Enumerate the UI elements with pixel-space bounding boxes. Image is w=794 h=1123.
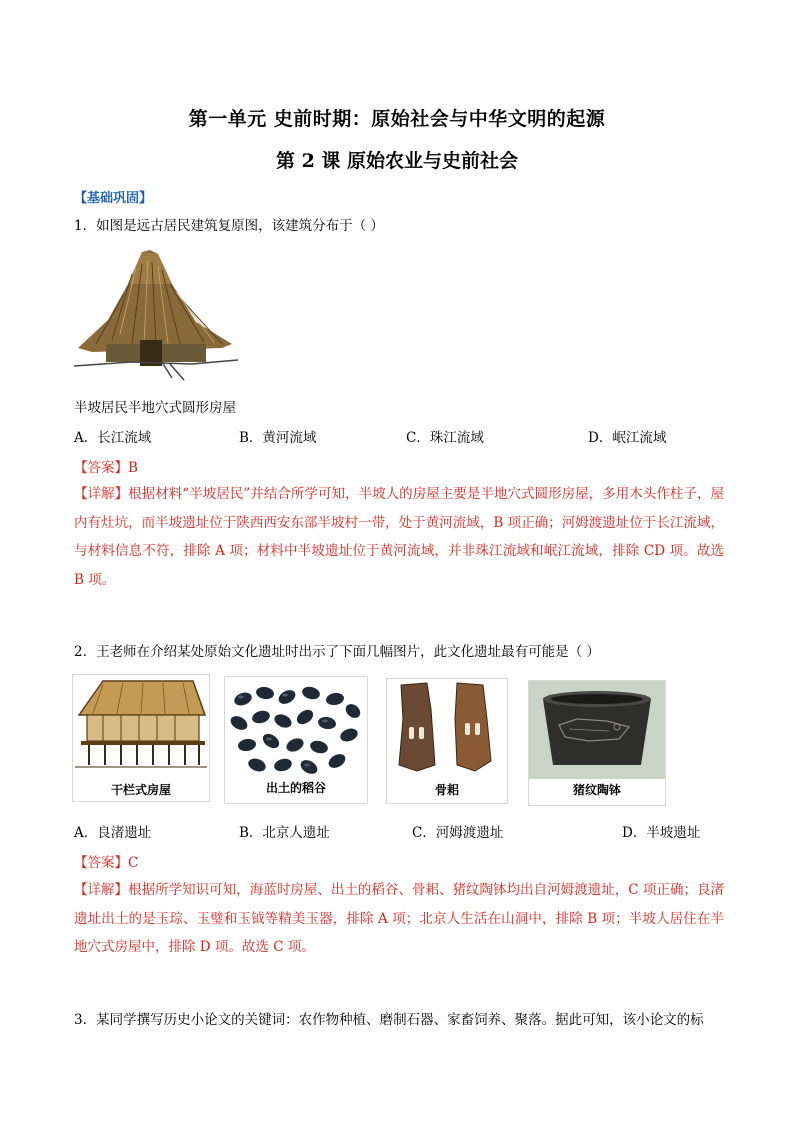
q1-option-b: B．黄河流域	[239, 430, 317, 446]
question-1-stem: 1．如图是远古居民建筑复原图，该建筑分布于（ ）	[74, 218, 384, 234]
q1-house-image	[72, 244, 240, 384]
unit-title: 第一单元 史前时期：原始社会与中华文明的起源	[188, 108, 606, 130]
q1-option-d: D．岷江流域	[588, 430, 667, 446]
q2-image-bone-spade	[386, 678, 508, 804]
q2-image-pig-bowl	[528, 680, 666, 806]
question-2-stem: 2．王老师在介绍某处原始文化遗址时出示了下面几幅图片，此文化遗址最有可能是（ ）	[74, 644, 600, 660]
q2-option-b: B．北京人遗址	[239, 825, 330, 841]
q2-option-a: A．良渚遗址	[74, 825, 152, 841]
q2-option-d: D．半坡遗址	[622, 825, 701, 841]
section-label: 【基础巩固】	[74, 191, 153, 206]
question-3-stem: 3．某同学撰写历史小论文的关键词：农作物种植、磨制石器、家畜饲养、聚落。据此可知，该小论文的标	[74, 1012, 704, 1028]
q1-option-c: C．珠江流域	[406, 430, 484, 446]
q2-image-2-caption: 出土的稻谷	[265, 781, 326, 795]
q2-image-stilt-house	[72, 674, 210, 802]
q1-image-caption: 半坡居民半地穴式圆形房屋	[74, 400, 236, 416]
q2-image-3-caption: 骨耜	[434, 783, 459, 797]
q2-answer: 【答案】C	[74, 855, 139, 871]
q2-image-rice-grains	[224, 676, 368, 804]
q2-detail: 【详解】根据所学知识可知，海蓝时房屋、出土的稻谷、骨耜、猪纹陶钵均出自河姆渡遗址，C 项正确；良渚遗址出土的是玉琮、玉璧和玉钺等精美玉器，排除 A 项；北京人生活在山洞中，排除 B 项；半坡人居住在半地穴式房屋中，排除 D 项。故选 C 项。	[74, 882, 724, 955]
q2-image-1-caption: 干栏式房屋	[110, 783, 171, 797]
q2-image-4-caption: 猪纹陶钵	[572, 783, 621, 797]
q1-detail: 【详解】根据材料“半坡居民”并结合所学可知，半坡人的房屋主要是半地穴式圆形房屋，多用木头作柱子，屋内有灶坑，而半坡遗址位于陕西西安东部半坡村一带，处于黄河流域，B 项正确；河姆渡遗址位于长江流域，与材料信息不符，排除 A 项；材料中半坡遗址位于黄河流域，并非珠江流域和岷江流域，排除 CD 项。故选 B 项。	[74, 486, 724, 588]
lesson-title: 第 2 课 原始农业与史前社会	[275, 150, 519, 172]
q1-answer: 【答案】B	[74, 460, 138, 476]
q2-option-c: C．河姆渡遗址	[412, 825, 504, 841]
q1-option-a: A．长江流域	[74, 430, 152, 446]
